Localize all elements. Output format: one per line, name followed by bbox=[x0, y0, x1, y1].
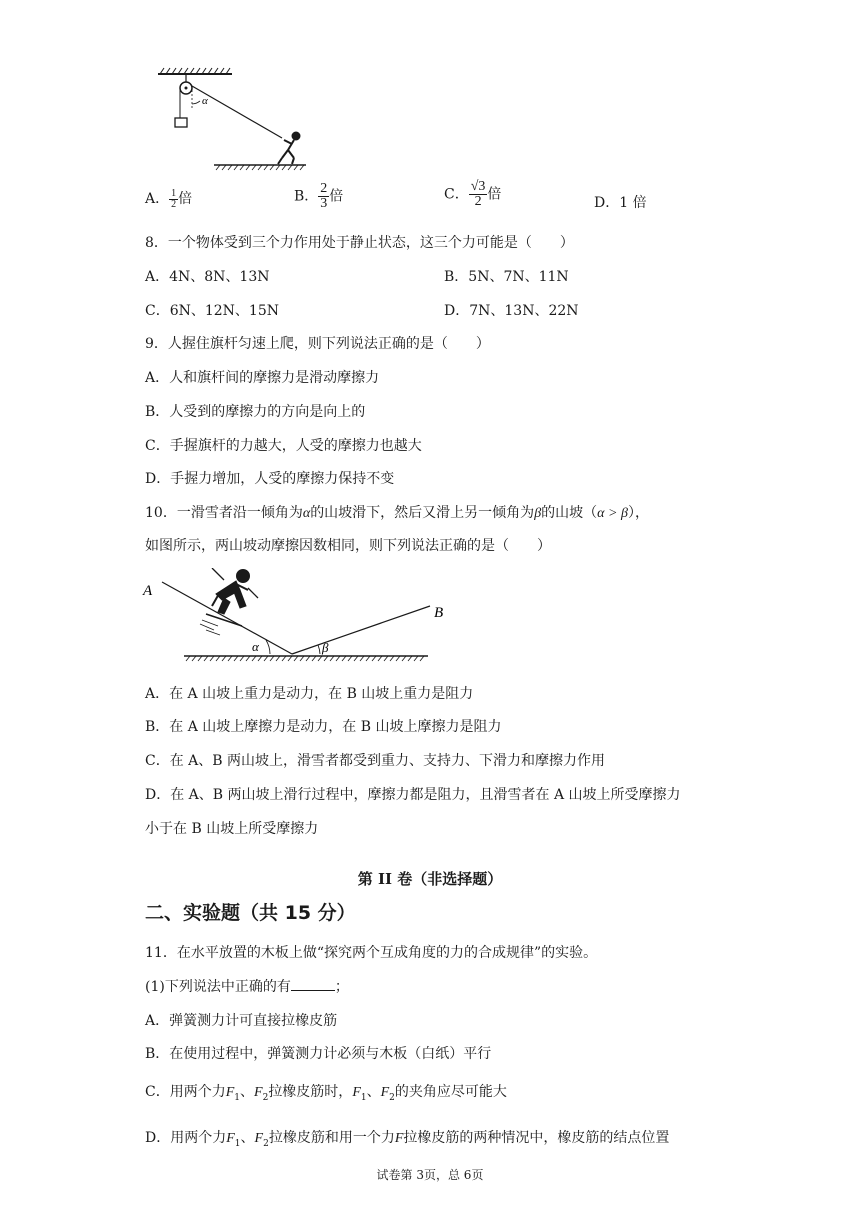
option-letter: A． bbox=[145, 191, 170, 207]
q8-option-d[interactable]: D．7N、13N、22N bbox=[444, 303, 579, 319]
q9-option-b[interactable]: B．人受到的摩擦力的方向是向上的 bbox=[145, 404, 366, 420]
force-symbol: F bbox=[254, 1085, 263, 1100]
angle-beta-label: β bbox=[322, 640, 329, 655]
section-heading: 二、实验题（共 15 分） bbox=[145, 902, 356, 924]
q10-option-a[interactable]: A．在 A 山坡上重力是动力，在 B 山坡上重力是阻力 bbox=[145, 686, 474, 702]
q7-option-c[interactable] bbox=[444, 180, 501, 209]
subscript: 1 bbox=[234, 1092, 241, 1103]
q11-option-d[interactable] bbox=[145, 1127, 669, 1149]
fraction-denominator: 2 bbox=[171, 198, 177, 210]
q11-option-b[interactable]: B．在使用过程中，弹簧测力计必须与木板（白纸）平行 bbox=[145, 1046, 492, 1062]
option-letter: D． bbox=[594, 195, 620, 211]
q9-option-a[interactable]: A．人和旗杆间的摩擦力是滑动摩擦力 bbox=[145, 370, 380, 386]
angle-condition: α > β bbox=[597, 506, 628, 521]
skier-icon bbox=[200, 568, 258, 635]
option-letter: C． bbox=[444, 186, 469, 203]
q8-option-a[interactable]: A．4N、8N、13N bbox=[145, 269, 270, 285]
page-footer: 试卷第 3页，总 6页 bbox=[376, 1168, 484, 1182]
q9-option-c[interactable]: C．手握旗杆的力越大，人受的摩擦力也越大 bbox=[145, 438, 422, 454]
force-symbol: F bbox=[225, 1085, 235, 1100]
q8-option-b[interactable]: B．5N、7N、11N bbox=[444, 269, 569, 285]
force-symbol: F bbox=[254, 1131, 264, 1146]
q10-option-d-continued: 小于在 B 山坡上所受摩擦力 bbox=[145, 821, 319, 837]
fraction-numerator: 2 bbox=[320, 181, 328, 196]
q11-sub1-suffix: ； bbox=[334, 979, 349, 995]
label-b: B bbox=[434, 605, 444, 621]
q10-stem-part: 的山坡（ bbox=[541, 505, 598, 521]
alpha-label: α bbox=[202, 95, 208, 107]
subscript: 2 bbox=[389, 1092, 395, 1103]
q10-option-d[interactable]: D．在 A、B 两山坡上滑行过程中，摩擦力都是阻力，且滑雪者在 A 山坡上所受摩擦力 bbox=[145, 787, 681, 803]
option-suffix: 倍 bbox=[329, 188, 344, 205]
option-text: D．用两个力 bbox=[145, 1130, 227, 1146]
option-letter: B． bbox=[294, 188, 319, 205]
q11-stem: 11．在水平放置的木板上做“探究两个互成角度的力的合成规律”的实验。 bbox=[145, 945, 598, 961]
option-text: 拉橡皮筋和用一个力 bbox=[268, 1130, 395, 1146]
q7-option-d[interactable] bbox=[594, 192, 647, 212]
fraction-numerator: 1 bbox=[171, 187, 177, 199]
q10-stem-part: 的山坡滑下，然后又滑上另一倾角为 bbox=[310, 505, 535, 521]
angle-alpha-label: α bbox=[252, 639, 259, 654]
volume-title: 第 II 卷（非选择题） bbox=[357, 870, 503, 888]
q10-option-c[interactable]: C．在 A、B 两山坡上，滑雪者都受到重力、支持力、下滑力和摩擦力作用 bbox=[145, 753, 606, 769]
force-symbol: F bbox=[380, 1085, 390, 1100]
option-text: 拉橡皮筋时， bbox=[268, 1084, 353, 1100]
option-text: 1 倍 bbox=[619, 195, 647, 211]
ski-slope-figure bbox=[140, 568, 460, 668]
separator: 、 bbox=[366, 1084, 381, 1100]
q8-option-c[interactable]: C．6N、12N、15N bbox=[145, 303, 279, 319]
force-symbol: F bbox=[352, 1085, 361, 1100]
alpha-symbol: α bbox=[302, 506, 311, 521]
fraction-numerator: √3 bbox=[470, 179, 486, 194]
fraction-denominator: 3 bbox=[320, 196, 328, 211]
subscript: 2 bbox=[263, 1138, 269, 1149]
q11-sub1-prefix: (1)下列说法中正确的有 bbox=[145, 979, 291, 995]
option-suffix: 倍 bbox=[487, 186, 502, 203]
q7-option-b[interactable] bbox=[294, 182, 343, 211]
fraction-denominator: 2 bbox=[474, 194, 482, 209]
option-suffix: 倍 bbox=[178, 191, 193, 207]
fraction bbox=[469, 180, 488, 209]
q10-stem-part: 10．一滑雪者沿一倾角为 bbox=[145, 505, 303, 521]
separator: 、 bbox=[240, 1130, 255, 1146]
separator: 、 bbox=[240, 1084, 255, 1100]
q10-option-b[interactable]: B．在 A 山坡上摩擦力是动力，在 B 山坡上摩擦力是阻力 bbox=[145, 719, 502, 735]
beta-symbol: β bbox=[534, 506, 542, 521]
q11-option-a[interactable]: A．弹簧测力计可直接拉橡皮筋 bbox=[145, 1013, 338, 1029]
option-text: 拉橡皮筋的两种情况中，橡皮筋的结点位置 bbox=[403, 1130, 670, 1146]
force-symbol: F bbox=[394, 1131, 404, 1146]
q11-sub1 bbox=[145, 976, 349, 996]
label-a: A bbox=[143, 583, 153, 599]
subscript: 1 bbox=[234, 1138, 241, 1149]
q10-stem-line2: 如图所示，两山坡动摩擦因数相同，则下列说法正确的是（ ） bbox=[145, 538, 551, 554]
subscript: 1 bbox=[360, 1092, 367, 1103]
force-symbol: F bbox=[226, 1131, 235, 1146]
fraction bbox=[318, 182, 329, 211]
subscript: 2 bbox=[262, 1092, 269, 1103]
q11-option-c[interactable] bbox=[145, 1081, 507, 1103]
q9-option-d[interactable]: D．手握力增加，人受的摩擦力保持不变 bbox=[145, 471, 395, 487]
q8-stem: 8．一个物体受到三个力作用处于静止状态，这三个力可能是（ ） bbox=[145, 235, 574, 251]
fraction bbox=[169, 189, 178, 210]
pulley-figure bbox=[150, 66, 310, 172]
q9-stem: 9．人握住旗杆匀速上爬，则下列说法正确的是（ ） bbox=[145, 336, 490, 352]
q10-stem-part: ）， bbox=[627, 505, 649, 521]
option-text: 的夹角应尽可能大 bbox=[394, 1084, 507, 1100]
option-text: C．用两个力 bbox=[145, 1084, 226, 1100]
q7-option-a[interactable] bbox=[145, 188, 192, 210]
answer-blank[interactable] bbox=[291, 978, 335, 991]
q10-stem bbox=[145, 502, 649, 522]
